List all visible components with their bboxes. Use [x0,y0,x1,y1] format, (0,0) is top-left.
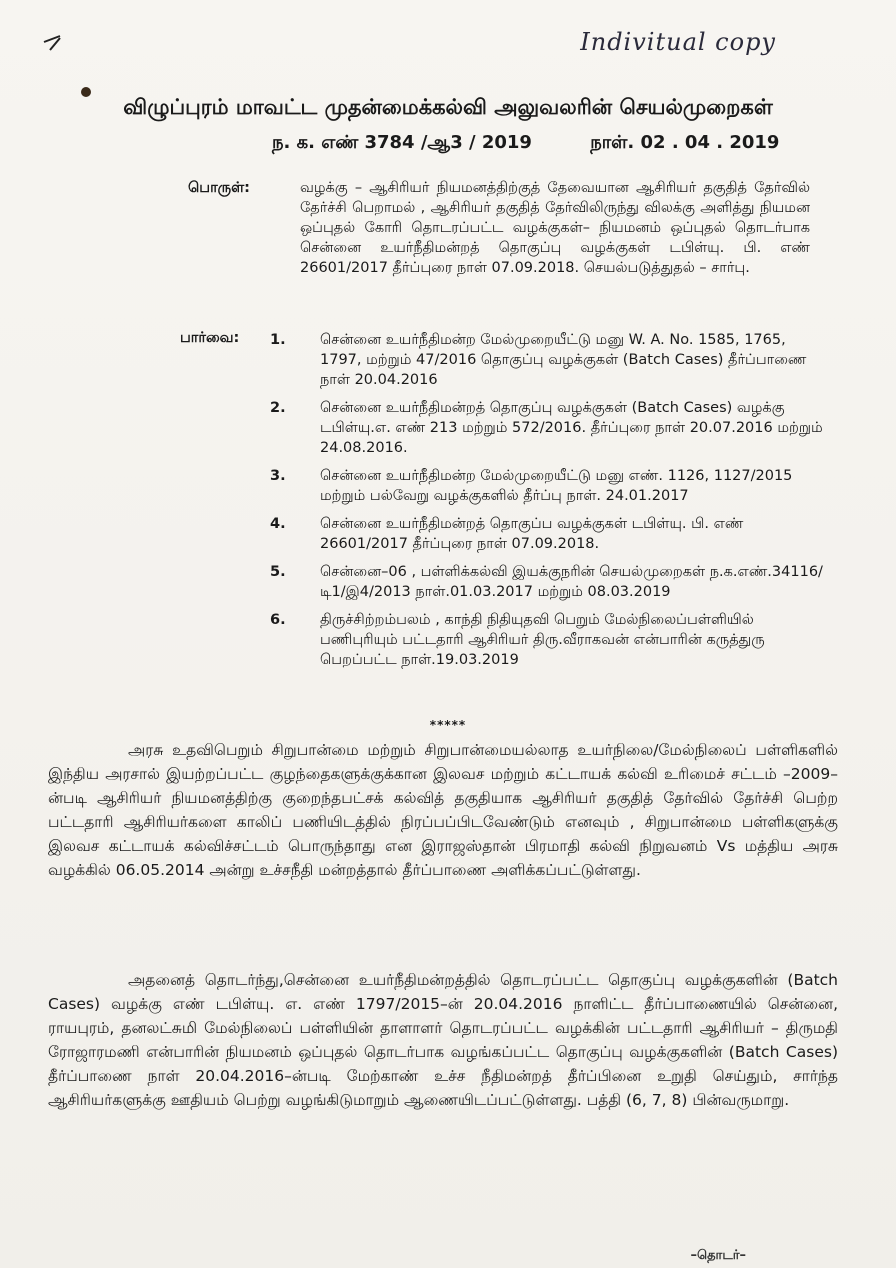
reference-text: சென்னை உயர்நீதிமன்றத் தொகுப்பு வழக்குகள் (Batch Cases) வழக்கு டபிள்யு.எ. எண் 213 மற்றும் 572/2016. தீர்ப்புரை நாள் 20.07.2016 மற்றும் 24.08.2016. [320,400,823,456]
reference-text: சென்னை உயர்நீதிமன்றத் தொகுப்ப வழக்குகள் டபிள்யு. பி. எண் 26601/2017 தீர்ப்புரை நாள் 07.09.2018. [320,516,744,552]
references-list [270,330,830,670]
reference-number: 1. [270,332,286,348]
reference-item [270,514,830,554]
reference-text: திருச்சிற்றம்பலம் , காந்தி நிதியுதவி பெறும் மேல்நிலைப்பள்ளியில் பணிபுரியும் பட்டதாரி ஆசிரியர் திரு.வீராகவன் என்பாரின் கருத்துரு பெறப்பட்ட நாள்.19.03.2019 [320,612,765,668]
reference-number: 5. [270,564,286,580]
reference-number: 2. [270,400,286,416]
reference-number: 6. [270,612,286,628]
reference-item [270,610,830,670]
references-label: பார்வை: [180,330,240,346]
continued-note: –தொடர்– [690,1248,746,1263]
reference-text: சென்னை–06 , பள்ளிக்கல்வி இயக்குநரின் செயல்முறைகள் ந.க.எண்.34116/டி1/இ4/2013 நாள்.01.03.2017 மற்றும் 08.03.2019 [320,564,823,600]
subject-label: பொருள்: [188,180,250,196]
body-paragraph-2: அதனைத் தொடர்ந்து,சென்னை உயர்நீதிமன்றத்தில் தொடரப்பட்ட தொகுப்பு வழக்குகளின் (Batch Cases) வழக்கு எண் டபிள்யு. எ. எண் 1797/2015–ன் 20.04.2016 நாளிட்ட தீர்ப்பாணையில் சென்னை, ராயபுரம், தனலட்சுமி மேல்நிலைப் பள்ளியின் தாளாளர் தொடரப்பட்ட வழக்கின் பட்டதாரி ஆசிரியர் – திருமதி ரோஜாரமணி என்பாரின் நியமனம் ஒப்புதல் தொடர்பாக வழங்கப்பட்ட தொகுப்பு வழக்குகளின் (Batch Cases) தீர்ப்பாணை நாள் 20.04.2016–ன்படி மேற்காண் உச்ச நீதிமன்றத் தீர்ப்பினை உறுதி செய்தும், சார்ந்த ஆசிரியர்களுக்கு ஊதியம் பெற்று வழங்கிடுமாறும் ஆணையிடப்பட்டுள்ளது. பத்தி (6, 7, 8) பின்வருமாறு. [48,971,838,1109]
reference-item [270,398,830,458]
reference-text: சென்னை உயர்நீதிமன்ற மேல்முறையீட்டு மனு W. A. No. 1585, 1765, 1797, மற்றும் 47/2016 தொகுப்பு வழக்குகள் (Batch Cases) தீர்ப்பாணை நாள் 20.04.2016 [320,332,807,388]
reference-number: 4. [270,516,286,532]
order-date: நாள். 02 . 04 . 2019 [590,132,780,153]
reference-item [270,330,830,390]
section-separator: ***** [429,718,467,732]
body-paragraph-1: அரசு உதவிபெறும் சிறுபான்மை மற்றும் சிறுபான்மையல்லாத உயர்நிலை/மேல்நிலைப் பள்ளிகளில் இந்திய அரசால் இயற்றப்பட்ட குழந்தைகளுக்குக்கான இலவச மற்றும் கட்டாயக் கல்வி உரிமைச் சட்டம் –2009–ன்படி ஆசிரியர் நியமனத்திற்கு குறைந்தபட்சக் கல்வித் தகுதியாக ஆசிரியர் தகுதித் தேர்வில் தேர்ச்சி பெற்ற பட்டதாரி ஆசிரியர்களை காலிப் பணியிடத்தில் நிரப்பப்பிடவேண்டும் எனவும் , சிறுபான்மை பள்ளிகளுக்கு இலவச கட்டாயக் கல்விச்சட்டம் பொருந்தாது என இராஜஸ்தான் பிரமாதி கல்வி நிறுவனம் Vs மத்திய அரசு வழக்கில் 06.05.2014 அன்று உச்சநீதி மன்றத்தால் தீர்ப்பாணை அளிக்கப்பட்டுள்ளது. [48,741,838,879]
reference-item [270,562,830,602]
handwritten-note: Indivitual copy [580,28,776,56]
reference-number: ந. க. எண் 3784 /ஆ3 / 2019 [272,132,532,153]
reference-line [272,132,779,155]
reference-item [270,466,830,506]
reference-number: 3. [270,468,286,484]
subject-text: வழக்கு – ஆசிரியர் நியமனத்திற்குத் தேவையான ஆசிரியர் தகுதித் தேர்வில் தேர்ச்சி பெறாமல் , ஆசிரியர் தகுதித் தேர்விலிருந்து விலக்கு அளித்து நியமன ஒப்புதல் கோரி தொடரப்பட்ட வழக்குகள்– நியமனம் ஒப்புதல் தொடர்பாக சென்னை உயர்நீதிமன்றத் தொகுப்பு வழக்குகள் டபிள்யு. பி. எண் 26601/2017 தீர்ப்புரை நாள் 07.09.2018. செயல்படுத்துதல் – சார்பு. [300,180,810,276]
office-title: விழுப்புரம் மாவட்ட முதன்மைக்கல்வி அலுவலரின் செயல்முறைகள் [123,95,773,119]
reference-text: சென்னை உயர்நீதிமன்ற மேல்முறையீட்டு மனு எண். 1126, 1127/2015 மற்றும் பல்வேறு வழக்குகளில் தீர்ப்பு நாள். 24.01.2017 [320,468,793,504]
